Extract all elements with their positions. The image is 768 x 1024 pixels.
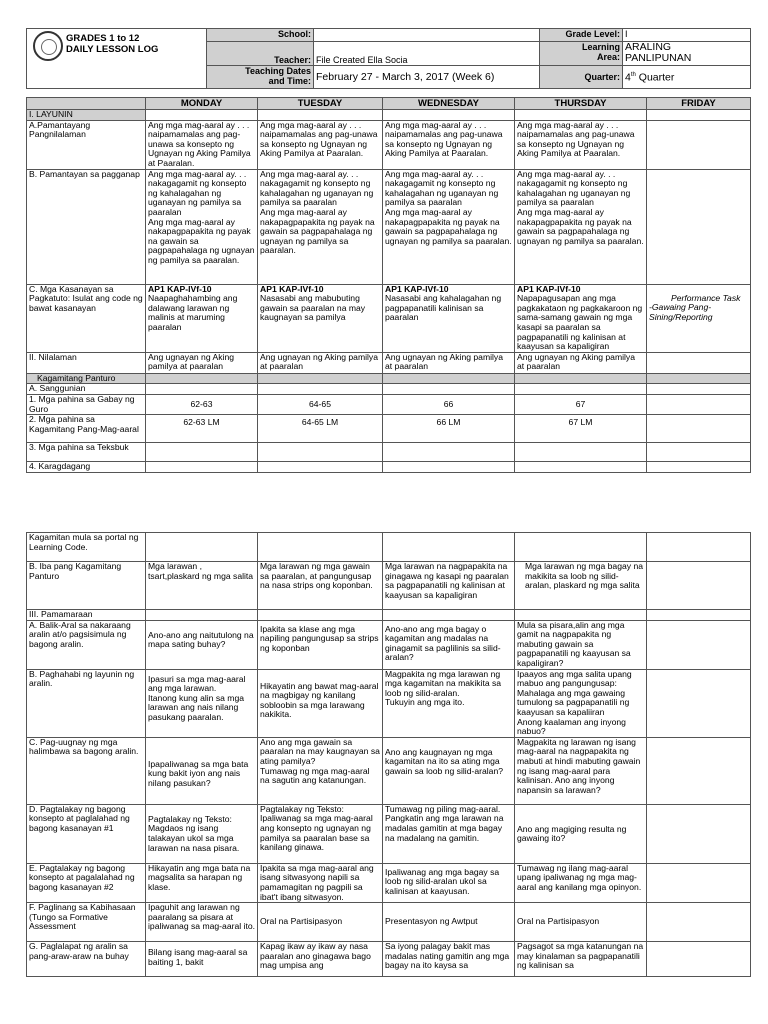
teacher-value: File Created Ella Socia [314, 42, 540, 66]
kasanayan-fri: Performance Task -Gawaing Pang-Sining/Reporting [647, 284, 751, 352]
nilalaman-wed: Ang ugnayan ng Aking pamilya at paaralan [383, 352, 515, 373]
balik-aral-label: A. Balik-Aral sa nakaraang aralin at/o pagsisimula ng bagong aralin. [27, 620, 146, 669]
kasanayan-thu: AP1 KAP-IVf-10 Napapagusapan ang mga pagkakataon ng pagkakaroon ng sama-samang gawain ng mga kasapi sa paaralan sa pagpapanatili ng kalinisan at kaayusan sa kapaligiran [515, 284, 647, 352]
lm-mon: 62-63 LM [146, 415, 258, 443]
day-wednesday: WEDNESDAY [383, 98, 515, 110]
school-label: School: [207, 29, 314, 42]
corner-cell [27, 98, 146, 110]
pamantayang-fri [647, 120, 751, 169]
pagganap-tue: Ang mga mag-aaral ay. . . nakagagamit ng konsepto ng kahalagahan ng uganayan ng pamilya sa paaralan Ang mga mag-aaral ay nakapagpapakita ng payak na gawain sa pagpapahalaga ng ugnayan ng pamilya sa paaralan. [258, 169, 383, 284]
pagtalakay-2-thu: Tumawag ng ilang mag-aaral upang ipaliwanag ng mga mag-aaral ang kanilang mga opinyon. [515, 863, 647, 902]
paglalapat-label: G. Paglalapat ng aralin sa pang-araw-araw na buhay [27, 942, 146, 977]
nilalaman-thu: Ang ugnayan ng Aking pamilya at paaralan [515, 352, 647, 373]
layunin-heading: I. LAYUNIN [27, 110, 146, 121]
pamantayang-wed: Ang mga mag-aaral ay . . . naipamamalas ang pag-unawa sa konsepto ng Ugnayan ng Aking Pamilya at Paaralan. [383, 120, 515, 169]
paglinang-label: F. Paglinang sa Kabihasaan (Tungo sa Formative Assessment [27, 903, 146, 942]
pagtalakay-1-wed: Tumawag ng piling mag-aaral. Pangkatin ang mga larawan na madalas gamitin at mga bagay na madalang na gamitin. [383, 804, 515, 863]
gabay-guro-thu: 67 [515, 394, 647, 414]
kasanayan-tue: AP1 KAP-IVf-10 Nasasabi ang mabubuting gawain sa paaralan na may kaugnayan sa pamilya [258, 284, 383, 352]
dates-label: Teaching Dates and Time: [207, 66, 314, 89]
portal-label: Kagamitan mula sa portal ng Learning Code. [27, 533, 146, 562]
paglalapat-tue: Kapag ikaw ay ikaw ay nasa paaralan ano ginagawa bago mag umpisa ang [258, 942, 383, 977]
paghahabi-mon: Ipasuri sa mga mag-aaral ang mga larawan. Itanong kung alin sa mga larawan ang nais nilang pasukang paaralan. [146, 669, 258, 737]
lm-thu: 67 LM [515, 415, 647, 443]
lm-wed: 66 LM [383, 415, 515, 443]
pagtalakay-2-label: E. Pagtalakay ng bagong konsepto at pagalalahad ng bagong kasanayan #2 [27, 863, 146, 902]
teksbuk-label: 3. Mga pahina sa Teksbuk [27, 443, 146, 462]
pag-uugnay-label: C. Pag-uugnay ng mga halimbawa sa bagong aralin. [27, 737, 146, 804]
pagtalakay-1-tue: Pagtalakay ng Teksto: Ipaliwanag sa mga mag-aaral ang konsepto ng ugnayan ng pamilya sa paaralan base sa kanilang ginawa. [258, 804, 383, 863]
pagtalakay-2-mon: Hikayatin ang mga bata na magsalita sa harapan ng klase. [146, 863, 258, 902]
kasanayan-wed: AP1 KAP-IVf-10 Nasasabi ang kahalagahan ng pagpapanatili kalinisan sa paaralan [383, 284, 515, 352]
iba-pang-kagamitan-label: B. Iba pang Kagamitang Panturo [27, 562, 146, 610]
paglinang-thu: Oral na Partisipasyon [515, 903, 647, 942]
kagamitang-pang-mag-aaral-label: 2. Mga pahina sa Kagamitang Pang-Mag-aaral [27, 415, 146, 443]
dates-value: February 27 - March 3, 2017 (Week 6) [314, 66, 540, 89]
kagamitang-panturo-heading: Kagamitang Panturo [27, 373, 146, 384]
paghahabi-wed: Magpakita ng mga larawan ng mga kagamitan na makikita sa loob ng silid-aralan. Tukuyin ang mga ito. [383, 669, 515, 737]
lesson-log-page-2 [26, 532, 750, 977]
doc-title: GRADES 1 to 12 DAILY LESSON LOG [66, 33, 159, 55]
pag-uugnay-tue: Ano ang mga gawain sa paaralan na may kaugnayan sa ating pamilya? Tumawag ng mga mag-aaral na sagutin ang katanungan. [258, 737, 383, 804]
nilalaman-label: II. Nilalaman [27, 352, 146, 373]
balik-aral-thu: Mula sa pisara,alin ang mga gamit na nagpapakita ng mabuting gawain sa pagpapanatili ng kaayusan sa kapaligiran? [515, 620, 647, 669]
iba-thu: Mga larawan ng mga bagay na makikita sa loob ng silid-aralan, plaskard ng mga salita [515, 562, 647, 610]
nilalaman-tue: Ang ugnayan ng Aking pamilya at paaralan [258, 352, 383, 373]
grade-level-value: I [623, 29, 751, 42]
kasanayan-mon: AP1 KAP-IVf-10 Naapaghahambing ang dalawang larawan ng malinis at maruming paaralan [146, 284, 258, 352]
pamantayang-label: A.Pamantayang Pangnilalaman [27, 120, 146, 169]
pamantayang-tue: Ang mga mag-aaral ay . . . naipamamalas ang pag-unawa sa konsepto ng Ugnayan ng Aking Pamilya at Paaralan. [258, 120, 383, 169]
lm-tue: 64-65 LM [258, 415, 383, 443]
day-friday: FRIDAY [647, 98, 751, 110]
paghahabi-thu: Ipaayos ang mga salita upang mabuo ang pangungusap: Mahalaga ang mga gawaing tumulong sa pagpapanatili ng kaayusan sa kapaliiran Anong kaalaman ang inyong nabuo? [515, 669, 647, 737]
lesson-log-page-1 [26, 28, 750, 473]
pagtalakay-1-thu: Ano ang magiging resulta ng gawaing ito? [515, 804, 647, 863]
gabay-guro-tue: 64-65 [258, 394, 383, 414]
learning-area-label: Learning Area: [540, 42, 623, 66]
gabay-guro-mon: 62-63 [146, 394, 258, 414]
quarter-label: Quarter: [540, 66, 623, 89]
pagganap-label: B. Pamantayan sa pagganap [27, 169, 146, 284]
day-monday: MONDAY [146, 98, 258, 110]
grade-level-label: Grade Level: [540, 29, 623, 42]
paglinang-wed: Presentasyon ng Awtput [383, 903, 515, 942]
pagtalakay-2-tue: Ipakita sa mga mag-aaral ang isang sitwasyong napili sa pamamagitan ng pagpili sa ibat't ibang sitwasyon. [258, 863, 383, 902]
pagganap-mon: Ang mga mag-aaral ay. . . nakagagamit ng konsepto ng kahalagahan ng uganayan ng pamilya sa paaralan Ang mga mag-aaral ay nakapagpapakita ng payak na gawain sa pagpapahalaga ng ugnayan ng pamilya sa paaralan. [146, 169, 258, 284]
lesson-table-1 [26, 97, 751, 473]
sanggunian-label: A. Sanggunian [27, 384, 146, 395]
learning-area-value: ARALING PANLIPUNAN [623, 42, 751, 66]
pag-uugnay-wed: Ano ang kaugnayan ng mga kagamitan na ito sa ating mga gawain sa loob ng silid-aralan? [383, 737, 515, 804]
school-value [314, 29, 540, 42]
pagtalakay-2-wed: Ipaliwanag ang mga bagay sa loob ng silid-aralan ukol sa kalinisan at kaayusan. [383, 863, 515, 902]
pagganap-thu: Ang mga mag-aaral ay. . . nakagagamit ng konsepto ng kahalagahan ng uganayan ng pamilya sa paaralan Ang mga mag-aaral ay nakapagpapakita ng payak na gawain sa pagpapahalaga ng ugnayan ng pamilya sa paaralan. [515, 169, 647, 284]
pamantayang-mon: Ang mga mag-aaral ay . . . naipamamalas ang pag-unawa sa konsepto ng Ugnayan ng Aking Pamilya at Paaralan. [146, 120, 258, 169]
pamantayang-thu: Ang mga mag-aaral ay . . . naipamamalas ang pag-unawa sa konsepto ng Ugnayan ng Aking Pamilya at Paaralan. [515, 120, 647, 169]
day-thursday: THURSDAY [515, 98, 647, 110]
paglinang-tue: Oral na Partisipasyon [258, 903, 383, 942]
iba-wed: Mga larawan na nagpapakita na ginagawa ng kasapi ng paaralan sa pagpapanatili ng kalinisan at kaayusan sa kapaligiran [383, 562, 515, 610]
pag-uugnay-mon: Ipapaliwanag sa mga bata kung bakit iyon ang nais nilang pasukan? [146, 737, 258, 804]
teacher-label: Teacher: [207, 42, 314, 66]
paglalapat-mon: Bilang isang mag-aaral sa baiting 1, bakit [146, 942, 258, 977]
kasanayan-label: C. Mga Kasanayan sa Pagkatuto: Isulat ang code ng bawat kasanayan [27, 284, 146, 352]
nilalaman-mon: Ang ugnayan ng Aking pamilya at paaralan [146, 352, 258, 373]
pamamaraan-heading: III. Pamamaraan [27, 610, 146, 621]
header-logo-cell [27, 29, 207, 89]
iba-mon: Mga larawan , tsart,plaskard ng mga salita [146, 562, 258, 610]
pagtalakay-1-mon: Pagtalakay ng Teksto: Magdaos ng isang talakayan ukol sa mga larawan na nasa pisara. [146, 804, 258, 863]
paglalapat-wed: Sa iyong palagay bakit mas madalas nating gamitin ang mga bagay na ito kaysa sa [383, 942, 515, 977]
balik-aral-wed: Ano-ano ang mga bagay o kagamitan ang madalas na ginagamit sa paglilinis sa silid-aralan? [383, 620, 515, 669]
gabay-guro-label: 1. Mga pahina sa Gabay ng Guro [27, 394, 146, 414]
header-table [26, 28, 751, 89]
pagtalakay-1-label: D. Pagtalakay ng bagong konsepto at paglalahad ng bagong kasanayan #1 [27, 804, 146, 863]
balik-aral-tue: Ipakita sa klase ang mga napiling pangungusap sa strips ng koponban [258, 620, 383, 669]
paglinang-mon: Ipaguhit ang larawan ng paaralang sa pisara at ipaliwanag sa mag-aaral ito. [146, 903, 258, 942]
pagganap-wed: Ang mga mag-aaral ay. . . nakagagamit ng konsepto ng kahalagahan ng uganayan ng pamilya sa paaralan Ang mga mag-aaral ay nakapagpapakita ng payak na gawain sa pagpapahalaga ng ugnayan ng pamilya sa paaralan. [383, 169, 515, 284]
quarter-value: 4th Quarter [623, 66, 751, 89]
pag-uugnay-thu: Magpakita ng larawan ng isang mag-aaral na nagpapakita ng mabuti at hindi mabuting gawain ng isang mag-aaral para kalinisan. Ano ang inyong napansin sa larawan? [515, 737, 647, 804]
balik-aral-mon: Ano-ano ang naitutulong na mapa sating buhay? [146, 620, 258, 669]
paglalapat-thu: Pagsagot sa mga katanungan na may kinalaman sa pagpapanatili ng kalinisan sa [515, 942, 647, 977]
lesson-table-2 [26, 532, 751, 977]
day-tuesday: TUESDAY [258, 98, 383, 110]
paghahabi-label: B. Paghahabi ng layunin ng aralin. [27, 669, 146, 737]
pagganap-fri [647, 169, 751, 284]
karagdagang-label: 4. Karagdagang [27, 462, 146, 473]
deped-seal-icon [33, 31, 63, 61]
paghahabi-tue: Hikayatin ang bawat mag-aaral na magbigay ng kanilang sobloobin sa mga larawang nakikita. [258, 669, 383, 737]
iba-tue: Mga larawan ng mga gawain sa paaralan, at pangungusap na nasa strips ong koponban. [258, 562, 383, 610]
gabay-guro-wed: 66 [383, 394, 515, 414]
